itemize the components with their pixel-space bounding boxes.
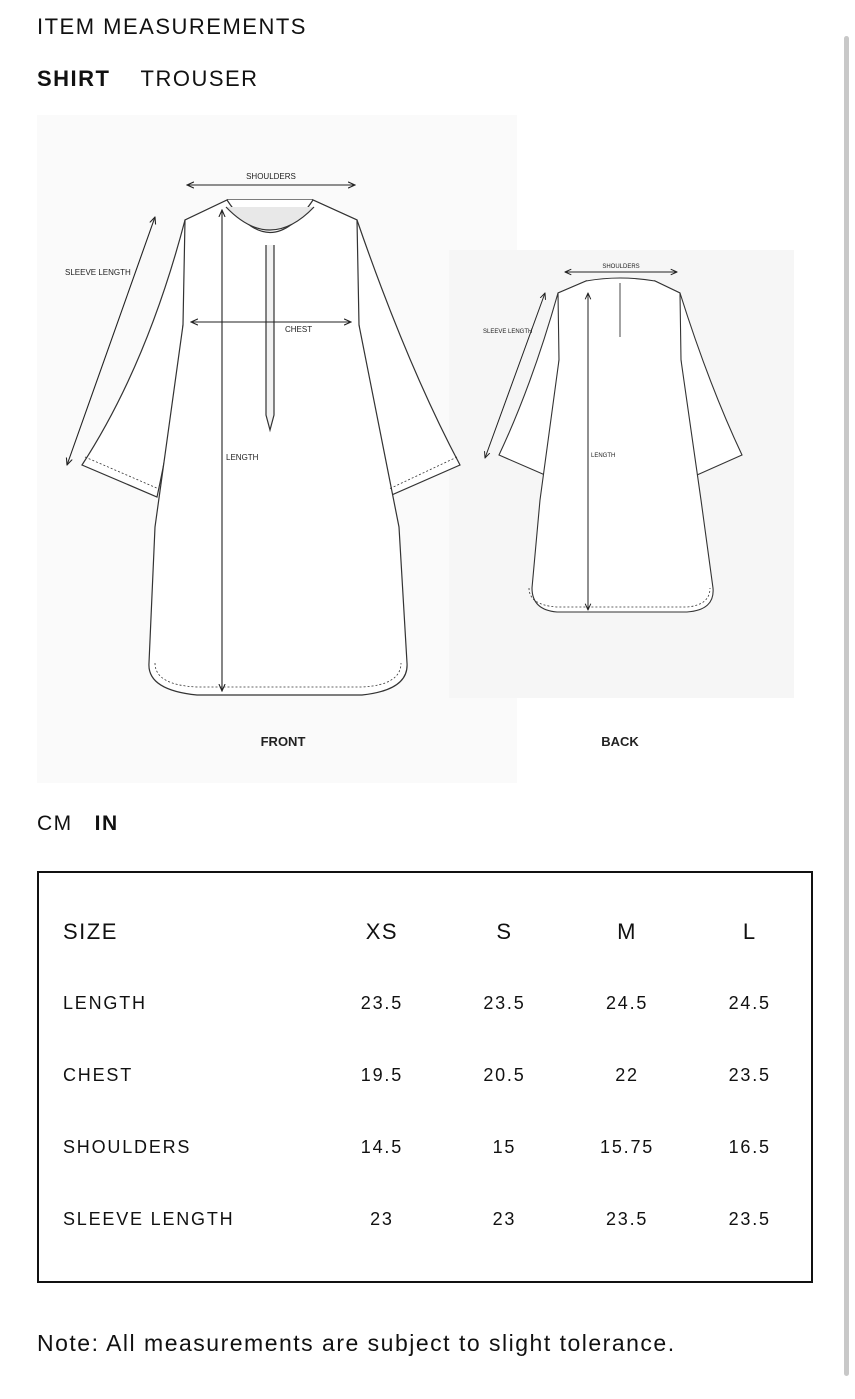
back-length-label: LENGTH [591,453,616,459]
back-shoulders-label: SHOULDERS [602,264,640,270]
header-m: M [617,919,637,944]
front-shoulders-label: SHOULDERS [246,172,296,181]
measurement-diagram [37,115,797,785]
table-cell: 23 [492,1208,517,1229]
table-cell: 15 [492,1136,517,1157]
header-xs: XS [365,919,399,944]
header-l: L [742,919,757,944]
front-caption: FRONT [260,734,306,749]
row-label: SHOULDERS [63,1136,192,1157]
header-size: SIZE [63,919,118,944]
table-cell: 15.75 [600,1136,655,1157]
garment-tabs [37,66,259,92]
table-cell: 23.5 [360,992,404,1013]
table-cell: 16.5 [728,1136,771,1157]
table-cell: 23 [370,1208,394,1229]
size-chart-table [37,871,813,1283]
table-cell: 23.5 [483,992,526,1013]
header-s: S [496,919,513,944]
back-caption: BACK [601,734,639,749]
table-cell: 19.5 [360,1064,404,1085]
table-cell: 23.5 [605,1208,649,1229]
scrollbar[interactable] [844,36,849,1376]
table-cell: 23.5 [728,1208,771,1229]
back-sleeve-length-label: SLEEVE LENGTH [483,329,533,335]
table-row [63,1183,811,1255]
table-cell: 14.5 [360,1136,404,1157]
table-row [63,1039,811,1111]
row-label: CHEST [63,1064,134,1085]
tolerance-note: Note: All measurements are subject to slight tolerance. [37,1330,676,1356]
table-row [63,1111,811,1183]
tab-trouser[interactable]: TROUSER [140,66,259,91]
table-cell: 20.5 [483,1064,526,1085]
table-cell: 24.5 [605,992,649,1013]
table-row [63,967,811,1039]
page-title: ITEM MEASUREMENTS [37,14,307,39]
table-cell: 22 [615,1064,639,1085]
table-cell: 24.5 [728,992,771,1013]
row-label: SLEEVE LENGTH [63,1208,235,1229]
unit-cm-button[interactable]: CM [37,812,73,835]
front-chest-label: CHEST [285,325,313,334]
unit-toggle [37,812,119,836]
table-header-row [63,897,811,967]
front-length-label: LENGTH [226,453,259,462]
unit-in-button[interactable]: IN [94,812,119,835]
front-sleeve-length-label: SLEEVE LENGTH [65,268,131,277]
table-cell: 23.5 [728,1064,771,1085]
tab-shirt[interactable]: SHIRT [37,66,111,91]
row-label: LENGTH [63,992,147,1013]
